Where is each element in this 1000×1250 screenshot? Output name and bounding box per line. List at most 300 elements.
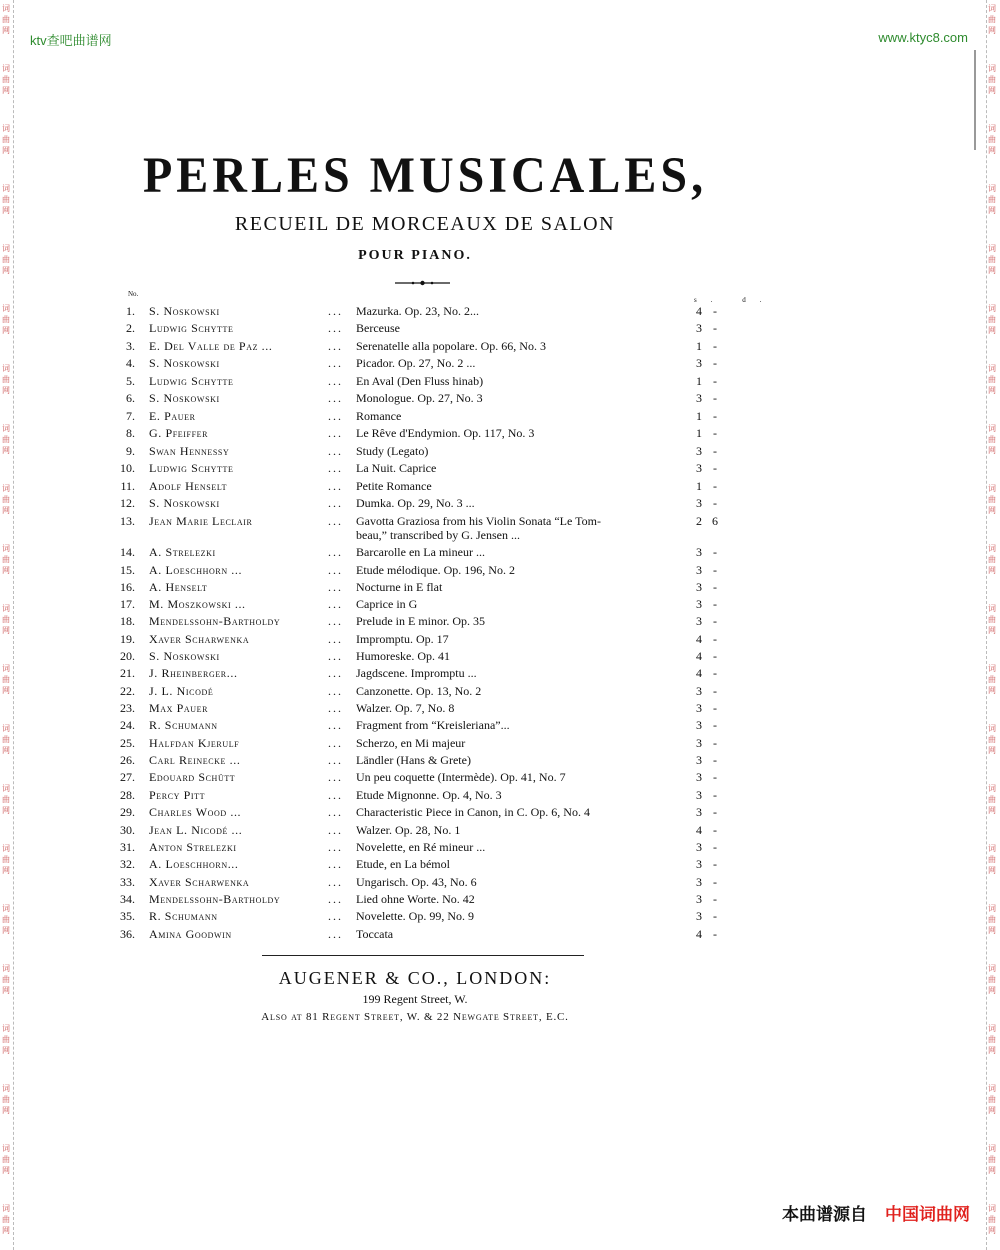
side-watermark-glyph: 曲 [988,1155,996,1164]
table-row [110,840,730,857]
side-watermark-glyph: 曲 [2,1215,10,1224]
table-row [110,545,730,562]
table-row [110,496,730,513]
leader-dots: ... [328,580,343,594]
row-price-pence: - [713,857,717,871]
side-watermark-glyph: 词 [2,4,10,13]
row-composer: M. Moszkowski ... [149,597,246,611]
side-watermark-glyph: 曲 [988,555,996,564]
row-price-pence: - [713,684,717,698]
row-composer: Jean L. Nicodé ... [149,823,243,837]
row-composer: Mendelssohn-Bartholdy [149,892,281,906]
row-price-shillings: 3 [696,684,702,698]
row-price-shillings: 3 [696,736,702,750]
leader-dots: ... [328,805,343,819]
row-price-pence: - [713,496,717,510]
side-watermark-glyph: 曲 [988,1215,996,1224]
row-composer: Ludwig Schytte [149,374,234,388]
side-watermark-glyph: 曲 [2,255,10,264]
leader-dots: ... [328,649,343,663]
row-work-title: Jagdscene. Impromptu ... [356,666,477,680]
row-composer: Ludwig Schytte [149,321,234,335]
row-composer: G. Pfeiffer [149,426,209,440]
side-watermark-glyph: 曲 [988,975,996,984]
row-work-title: Petite Romance [356,479,432,493]
row-work-title: Etude Mignonne. Op. 4, No. 3 [356,788,502,802]
publisher-address: 199 Regent Street, W. [362,992,468,1006]
row-price-pence: - [713,597,717,611]
leader-dots: ... [328,356,343,370]
side-watermark-glyph: 词 [988,1084,996,1093]
table-row [110,479,730,496]
side-watermark-glyph: 词 [2,664,10,673]
row-work-title: Lied ohne Worte. No. 42 [356,892,475,906]
row-composer: S. Noskowski [149,391,220,405]
side-watermark-glyph: 词 [2,64,10,73]
table-row [110,426,730,443]
row-price-pence: - [713,409,717,423]
leader-dots: ... [328,563,343,577]
side-watermark-glyph: 曲 [988,435,996,444]
side-watermark-glyph: 曲 [988,615,996,624]
side-watermark-glyph: 网 [2,86,10,95]
side-watermark-glyph: 网 [988,926,996,935]
row-composer: S. Noskowski [149,649,220,663]
row-price-pence: - [713,909,717,923]
row-number: 10. [120,461,135,475]
table-row [110,805,730,822]
table-row [110,684,730,701]
row-composer: Edouard Schütt [149,770,236,784]
side-watermark-glyph: 网 [2,206,10,215]
table-row [110,875,730,892]
leader-dots: ... [328,701,343,715]
row-number: 35. [120,909,135,923]
side-watermark-glyph: 曲 [2,675,10,684]
row-price-pence: - [713,632,717,646]
row-price-pence: - [713,701,717,715]
ornament-divider-icon [395,280,450,286]
row-work-title: Serenatelle alla popolare. Op. 66, No. 3 [356,339,546,353]
row-price-pence: - [713,892,717,906]
side-watermark-glyph: 网 [2,1226,10,1235]
row-composer: Ludwig Schytte [149,461,234,475]
leader-dots: ... [328,684,343,698]
side-watermark-glyph: 曲 [988,195,996,204]
price-column-header: s. d. [694,296,776,304]
side-watermark-glyph: 曲 [2,195,10,204]
row-price-shillings: 4 [696,304,702,318]
row-price-shillings: 3 [696,321,702,335]
row-work-title: Berceuse [356,321,400,335]
table-row [110,736,730,753]
side-watermark-glyph: 词 [988,244,996,253]
publisher-other-address: Also at 81 Regent Street, W. & 22 Newgate Street, E.C. [261,1011,569,1023]
side-watermark-glyph: 曲 [2,435,10,444]
row-work-title: Prelude in E minor. Op. 35 [356,614,485,628]
row-work-title: Caprice in G [356,597,418,611]
side-watermark-glyph: 词 [988,904,996,913]
row-price-pence: - [713,614,717,628]
leader-dots: ... [328,304,343,318]
watermark-top-right: www.ktyc8.com [878,30,968,45]
row-number: 22. [120,684,135,698]
side-watermark-glyph: 词 [2,244,10,253]
side-watermark-glyph: 曲 [2,1155,10,1164]
side-watermark-glyph: 词 [2,724,10,733]
table-row [110,788,730,805]
table-row [110,614,730,631]
row-composer: J. Rheinberger... [149,666,238,680]
watermark-top-left: ktv查吧曲谱网 [30,33,112,48]
leader-dots: ... [328,823,343,837]
side-watermark-glyph: 曲 [2,315,10,324]
row-price-pence: - [713,444,717,458]
side-watermark-glyph: 网 [2,686,10,695]
row-number: 24. [120,718,135,732]
row-composer: S. Noskowski [149,496,220,510]
side-watermark-glyph: 词 [988,364,996,373]
table-row [110,514,730,542]
side-watermark-glyph: 曲 [2,15,10,24]
leader-dots: ... [328,857,343,871]
leader-dots: ... [328,409,343,423]
row-number: 14. [120,545,135,559]
side-watermark-glyph: 词 [988,184,996,193]
row-number: 26. [120,753,135,767]
row-work-title: Novelette. Op. 99, No. 9 [356,909,474,923]
row-price-pence: - [713,718,717,732]
leader-dots: ... [328,461,343,475]
row-number: 12. [120,496,135,510]
row-number: 19. [120,632,135,646]
side-watermark-glyph: 曲 [2,75,10,84]
row-composer: Amina Goodwin [149,927,232,941]
leader-dots: ... [328,632,343,646]
side-watermark-glyph: 词 [988,784,996,793]
leader-dots: ... [328,321,343,335]
side-watermark-glyph: 网 [2,566,10,575]
side-watermark-glyph: 网 [2,926,10,935]
row-number: 27. [120,770,135,784]
row-work-title: Barcarolle en La mineur ... [356,545,485,559]
side-watermark-glyph: 曲 [2,1035,10,1044]
side-watermark-glyph: 曲 [2,375,10,384]
leader-dots: ... [328,666,343,680]
side-watermark-glyph: 网 [988,506,996,515]
row-number: 18. [120,614,135,628]
table-row [110,444,730,461]
side-watermark-glyph: 网 [2,1106,10,1115]
side-watermark-glyph: 网 [2,866,10,875]
row-price-pence: - [713,479,717,493]
row-price-pence: - [713,374,717,388]
side-watermark-glyph: 曲 [2,1095,10,1104]
side-watermark-glyph: 网 [2,446,10,455]
row-composer: S. Noskowski [149,304,220,318]
row-number: 5. [126,374,135,388]
row-composer: Percy Pitt [149,788,206,802]
row-price-shillings: 3 [696,563,702,577]
side-watermark-glyph: 词 [2,1024,10,1033]
row-price-shillings: 2 [696,514,702,528]
row-price-shillings: 3 [696,545,702,559]
leader-dots: ... [328,514,343,528]
row-composer: J. L. Nicodé [149,684,214,698]
side-watermark-glyph: 网 [988,446,996,455]
table-row [110,770,730,787]
side-watermark-glyph: 网 [988,206,996,215]
side-watermark-glyph: 词 [988,484,996,493]
row-work-title: Le Rêve d'Endymion. Op. 117, No. 3 [356,426,535,440]
side-watermark-glyph: 词 [988,304,996,313]
row-composer: Xaver Scharwenka [149,875,250,889]
side-watermark-glyph: 曲 [2,975,10,984]
side-watermark-glyph: 曲 [988,915,996,924]
side-watermark-glyph: 曲 [2,795,10,804]
row-price-shillings: 1 [696,339,702,353]
side-watermark-glyph: 网 [988,1226,996,1235]
row-price-shillings: 3 [696,356,702,370]
row-number: 9. [126,444,135,458]
row-price-shillings: 3 [696,718,702,732]
row-price-pence: - [713,545,717,559]
row-price-pence: - [713,426,717,440]
row-price-pence: - [713,304,717,318]
side-watermark-glyph: 曲 [2,735,10,744]
row-price-pence: - [713,391,717,405]
side-watermark-glyph: 词 [988,964,996,973]
watermark-bottom-right: 中国词曲网 [885,1205,970,1224]
side-watermark-glyph: 词 [988,664,996,673]
side-watermark-glyph: 曲 [2,615,10,624]
table-row [110,753,730,770]
row-price-pence: - [713,805,717,819]
row-number: 15. [120,563,135,577]
page-subtitle-piano: POUR PIANO. [358,248,472,263]
number-column-header: No. [128,290,139,298]
side-watermark-glyph: 网 [2,146,10,155]
row-price-shillings: 1 [696,409,702,423]
side-watermark-glyph: 词 [2,844,10,853]
watermark-bottom-left: 本曲谱源自 [782,1205,867,1224]
row-number: 4. [126,356,135,370]
side-watermark-glyph: 词 [2,544,10,553]
row-number: 16. [120,580,135,594]
row-work-title: Humoreske. Op. 41 [356,649,450,663]
table-row [110,718,730,735]
row-composer: Charles Wood ... [149,805,242,819]
row-composer: E. Del Valle de Paz ... [149,339,273,353]
row-price-pence: - [713,753,717,767]
side-watermark-glyph: 词 [2,1144,10,1153]
row-work-title: Gavotta Graziosa from his Violin Sonata “Le Tom- [356,514,601,528]
row-work-title-cont: beau,” transcribed by G. Jensen ... [356,528,520,542]
row-price-shillings: 3 [696,753,702,767]
row-composer: Mendelssohn-Bartholdy [149,614,281,628]
row-work-title: Novelette, en Ré mineur ... [356,840,486,854]
right-watermark-strip [986,0,1000,1250]
leader-dots: ... [328,614,343,628]
row-number: 30. [120,823,135,837]
side-watermark-glyph: 词 [2,364,10,373]
row-composer: A. Loeschhorn... [149,857,239,871]
side-watermark-glyph: 网 [2,1166,10,1175]
row-number: 23. [120,701,135,715]
side-watermark-glyph: 曲 [988,855,996,864]
side-watermark-glyph: 词 [2,964,10,973]
leader-dots: ... [328,597,343,611]
row-price-pence: - [713,788,717,802]
side-watermark-glyph: 曲 [988,675,996,684]
watermark-bottom [782,1200,970,1225]
side-watermark-glyph: 网 [988,866,996,875]
leader-dots: ... [328,840,343,854]
side-watermark-glyph: 词 [988,1024,996,1033]
row-price-shillings: 4 [696,823,702,837]
side-watermark-glyph: 网 [2,266,10,275]
side-watermark-glyph: 词 [988,724,996,733]
table-row [110,666,730,683]
side-watermark-glyph: 词 [988,1204,996,1213]
side-watermark-glyph: 网 [988,1166,996,1175]
row-price-pence: - [713,770,717,784]
row-price-pence: 6 [712,514,718,528]
row-work-title: Monologue. Op. 27, No. 3 [356,391,483,405]
side-watermark-glyph: 网 [988,86,996,95]
side-watermark-glyph: 网 [988,326,996,335]
row-price-pence: - [713,840,717,854]
side-watermark-glyph: 曲 [988,735,996,744]
leader-dots: ... [328,391,343,405]
side-watermark-glyph: 网 [2,806,10,815]
row-composer: A. Strelezki [149,545,216,559]
row-price-shillings: 3 [696,701,702,715]
row-work-title: Nocturne in E flat [356,580,443,594]
row-work-title: Fragment from “Kreisleriana”... [356,718,510,732]
table-row [110,857,730,874]
row-price-pence: - [713,580,717,594]
page-subtitle: RECUEIL DE MORCEAUX DE SALON [234,213,616,235]
row-number: 11. [120,479,135,493]
row-price-shillings: 4 [696,666,702,680]
row-price-pence: - [713,461,717,475]
leader-dots: ... [328,736,343,750]
table-row [110,461,730,478]
side-watermark-glyph: 词 [988,604,996,613]
row-work-title: Scherzo, en Mi majeur [356,736,466,750]
side-watermark-glyph: 网 [2,326,10,335]
row-number: 29. [120,805,135,819]
side-watermark-glyph: 网 [2,1046,10,1055]
side-watermark-glyph: 网 [2,986,10,995]
side-watermark-glyph: 网 [988,806,996,815]
row-work-title: Un peu coquette (Intermède). Op. 41, No. 7 [356,770,566,784]
side-watermark-glyph: 网 [988,626,996,635]
side-watermark-glyph: 曲 [988,1095,996,1104]
side-watermark-glyph: 词 [988,124,996,133]
row-price-pence: - [713,356,717,370]
table-row [110,374,730,391]
row-price-shillings: 3 [696,391,702,405]
row-number: 34. [120,892,135,906]
side-watermark-glyph: 曲 [988,75,996,84]
side-watermark-glyph: 曲 [988,375,996,384]
leader-dots: ... [328,444,343,458]
row-number: 21. [120,666,135,680]
row-price-shillings: 3 [696,909,702,923]
row-number: 8. [126,426,135,440]
row-price-pence: - [713,649,717,663]
table-row [110,321,730,338]
side-watermark-glyph: 词 [988,64,996,73]
row-price-shillings: 1 [696,426,702,440]
leader-dots: ... [328,545,343,559]
row-number: 31. [120,840,135,854]
leader-dots: ... [328,718,343,732]
row-composer: Max Pauer [149,701,209,715]
row-price-shillings: 3 [696,461,702,475]
leader-dots: ... [328,496,343,510]
side-watermark-glyph: 网 [988,26,996,35]
side-watermark-glyph: 曲 [988,795,996,804]
row-composer: Halfdan Kjerulf [149,736,240,750]
row-work-title: Walzer. Op. 28, No. 1 [356,823,461,837]
row-price-pence: - [713,875,717,889]
row-number: 7. [126,409,135,423]
row-work-title: En Aval (Den Fluss hinab) [356,374,484,388]
side-watermark-glyph: 词 [2,484,10,493]
table-row [110,563,730,580]
row-work-title: Mazurka. Op. 23, No. 2... [356,304,479,318]
leader-dots: ... [328,892,343,906]
leader-dots: ... [328,770,343,784]
side-watermark-glyph: 词 [2,904,10,913]
table-row [110,701,730,718]
table-row [110,304,730,321]
side-watermark-glyph: 网 [2,26,10,35]
row-price-shillings: 3 [696,444,702,458]
row-price-shillings: 4 [696,649,702,663]
leader-dots: ... [328,909,343,923]
row-price-shillings: 3 [696,496,702,510]
side-watermark-glyph: 词 [2,424,10,433]
row-composer: Anton Strelezki [149,840,237,854]
side-watermark-glyph: 曲 [2,135,10,144]
leader-dots: ... [328,875,343,889]
leader-dots: ... [328,753,343,767]
row-price-shillings: 3 [696,892,702,906]
row-composer: S. Noskowski [149,356,220,370]
row-composer: Carl Reinecke ... [149,753,241,767]
side-watermark-glyph: 网 [988,1046,996,1055]
row-price-pence: - [713,823,717,837]
row-composer: R. Schumann [149,718,218,732]
row-composer: E. Pauer [149,409,196,423]
page-title: PERLES MUSICALES, [142,147,708,204]
row-work-title: La Nuit. Caprice [356,461,437,475]
side-watermark-glyph: 词 [988,424,996,433]
row-price-shillings: 3 [696,770,702,784]
row-price-shillings: 3 [696,875,702,889]
row-price-shillings: 1 [696,374,702,388]
table-row [110,409,730,426]
side-watermark-glyph: 网 [2,626,10,635]
row-price-pence: - [713,321,717,335]
side-watermark-glyph: 网 [988,686,996,695]
row-price-shillings: 3 [696,840,702,854]
side-watermark-glyph: 词 [988,544,996,553]
